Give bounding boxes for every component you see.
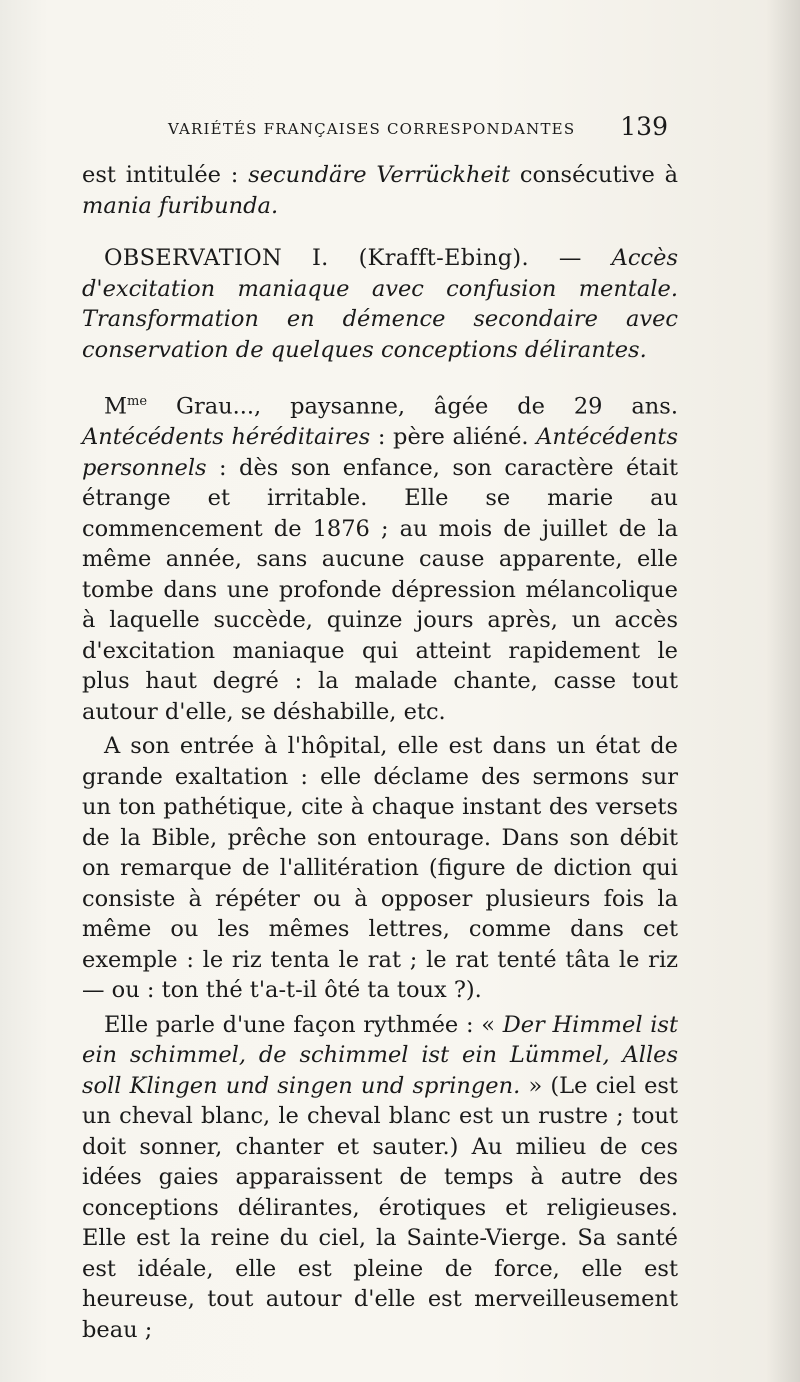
paragraph-hospital-entry: A son entrée à l'hôpital, elle est dans un état de grande exaltation : elle déclame des sermons sur un ton pathétique, cite à chaque instant des versets de la Bible, prêche son entourage. Dans son débit on remarque de l'allitération (figure de diction qui consiste à répéter ou à opposer plusieurs fois la même ou les mêmes lettres, comme dans cet exemple : le riz tenta le rat ; le rat tenté tâta le riz — ou : ton thé t'a-t-il ôté ta toux ?). [82,733,678,1003]
intro-term-latin: mania furibunda. [82,192,279,219]
paragraph-intro [82,160,678,221]
page-edge-shadow [766,0,800,1382]
speech-german-quote: Der Himmel ist ein schimmel, de schimmel ist ein Lümmel, Alles soll Klingen und singen und springen. [82,1011,678,1099]
observation-title: Accès d'excitation maniaque avec confusion mentale. Transformation en démence secondaire avec conservation de quelques conceptions délirantes. [82,245,678,363]
observation-heading [82,243,678,365]
page-number: 139 [620,112,668,141]
page-header [168,112,674,148]
speech-text-1: Elle parle d'une façon rythmée : « [104,1011,503,1038]
case-text-2: : père aliéné. [370,424,537,450]
case-personal-label: Antécédents personnels [82,424,678,481]
case-text-3: : dès son enfance, son caractère était étrange et irritable. Elle se marie au commencement de 1876 ; au mois de juillet de la même année, sans aucune cause apparente, elle tombe dans une profonde dépression mélancolique à laquelle succède, quinze jours après, un accès d'excitation maniaque qui atteint rapidement le plus haut degré : la malade chante, casse tout autour d'elle, se déshabille, etc. [82,454,678,725]
case-text-1: Grau..., paysanne, âgée de 29 ans. [147,393,678,420]
intro-term-german: secundäre Verrückheit [248,162,511,188]
speech-text-2: » (Le ciel est un cheval blanc, le cheval blanc est un rustre ; tout doit sonner, chanter et sauter.) Au milieu de ces idées gaies apparaissent de temps à autre des conceptions délirantes, érotiques et religieuses. Elle est la reine du ciel, la Sainte-Vierge. Sa santé est idéale, elle est pleine de force, elle est heureuse, tout autour d'elle est merveilleusement beau ; [82,1072,678,1343]
intro-text-2: consécutive à [510,162,678,188]
page-body [82,160,678,1345]
paragraph-rhythmic-speech [82,1010,678,1346]
honorific-m: M [104,393,128,420]
observation-label: OBSERVATION I. (Krafft-Ebing). — [104,245,612,271]
intro-text-1: est intitulée : [82,162,249,188]
paragraph-case-history [82,387,678,727]
honorific-me: me [127,394,148,409]
case-hereditary-label: Antécédents héréditaires [82,424,371,450]
running-head: VARIÉTÉS FRANÇAISES CORRESPONDANTES [168,120,576,138]
